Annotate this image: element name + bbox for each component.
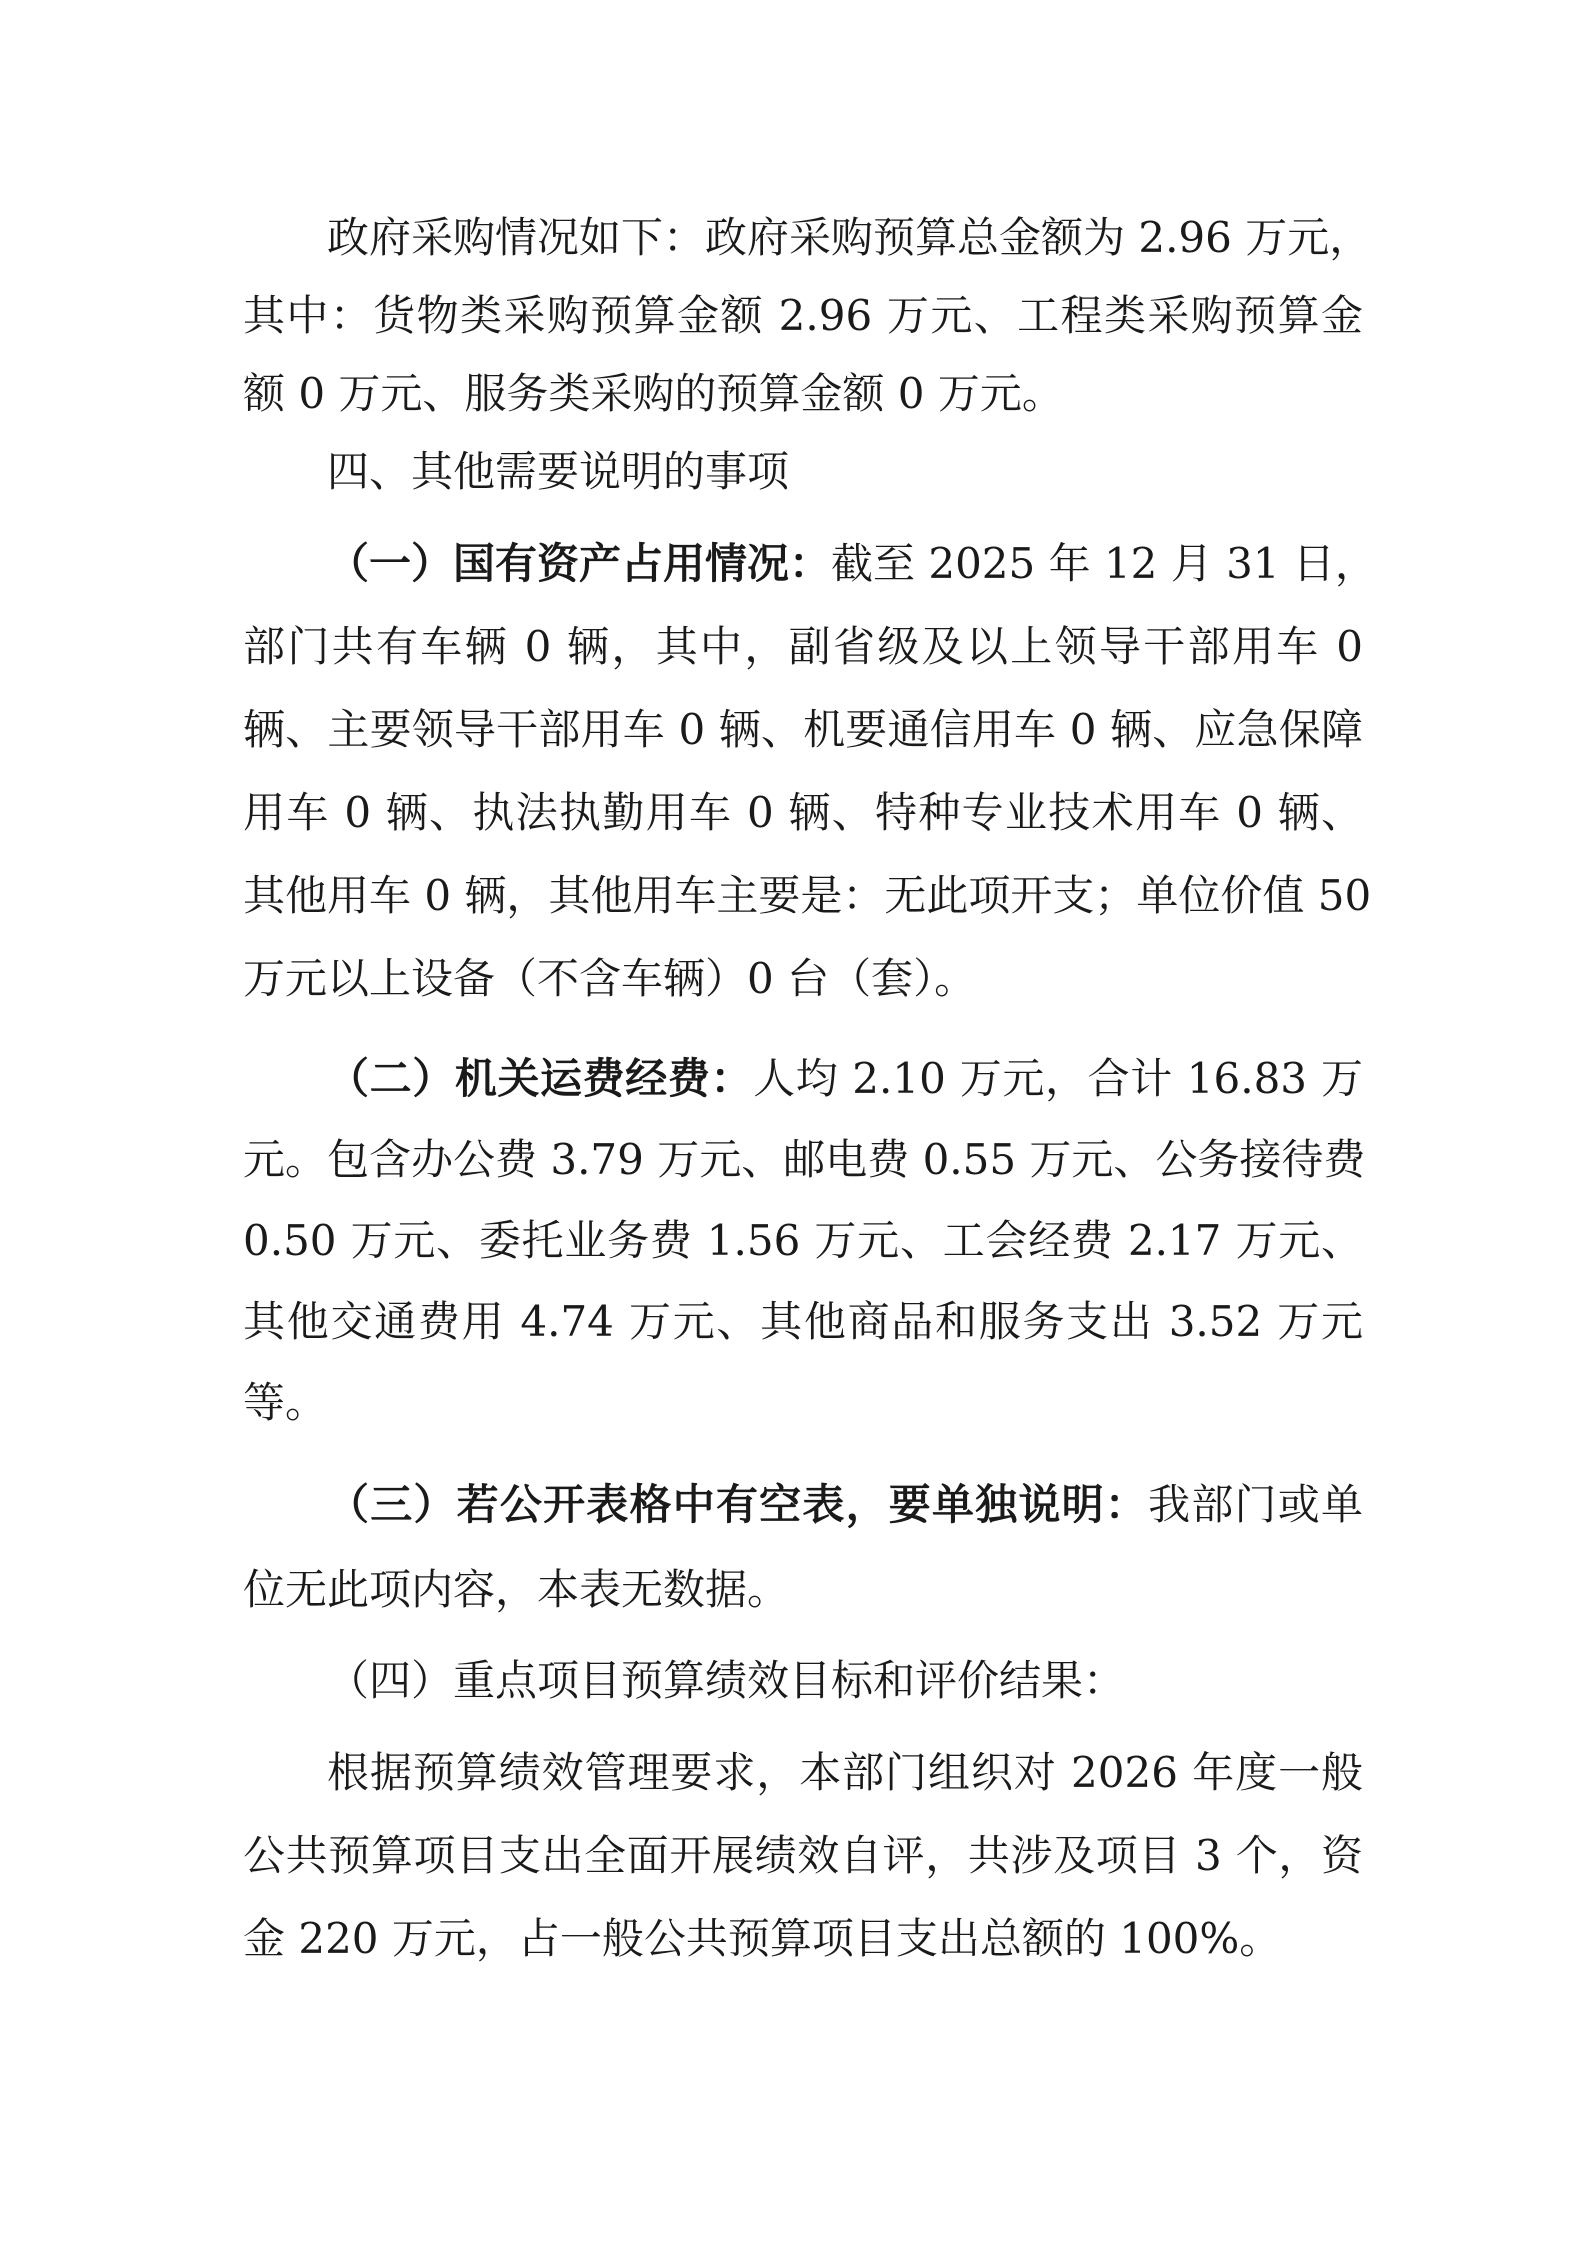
- operating-line-3: 0.50 万元、委托业务费 1.56 万元、工会经费 2.17 万元、: [243, 1216, 1363, 1265]
- procurement-line-1: 政府采购情况如下：政府采购预算总金额为 2.96 万元，: [327, 213, 1372, 262]
- section-heading-other-matters: 四、其他需要说明的事项: [327, 447, 790, 496]
- empty-tables-line-1-text: 我部门或单: [1148, 1480, 1363, 1529]
- assets-line-6: 万元以上设备（不含车辆）0 台（套）。: [243, 954, 977, 1003]
- operating-line-4: 其他交通费用 4.74 万元、其他商品和服务支出 3.52 万元: [243, 1297, 1363, 1346]
- operating-line-1: [327, 1049, 1363, 1109]
- empty-tables-line-1: [327, 1475, 1363, 1535]
- performance-heading: （四）重点项目预算绩效目标和评价结果：: [327, 1656, 1126, 1705]
- procurement-line-2: 其中：货物类采购预算金额 2.96 万元、工程类采购预算金: [243, 291, 1363, 340]
- empty-tables-line-2: 位无此项内容，本表无数据。: [243, 1565, 790, 1614]
- assets-line-1-text: 截至 2025 年 12 月 31 日，: [831, 539, 1377, 588]
- procurement-line-3: 额 0 万元、服务类采购的预算金额 0 万元。: [243, 369, 1064, 418]
- assets-line-1: [327, 534, 1377, 594]
- assets-line-2: 部门共有车辆 0 辆，其中，副省级及以上领导干部用车 0: [243, 622, 1363, 671]
- operating-line-1-text: 人均 2.10 万元，合计 16.83 万: [753, 1054, 1363, 1103]
- assets-line-3: 辆、主要领导干部用车 0 辆、机要通信用车 0 辆、应急保障: [243, 705, 1363, 754]
- performance-line-3: 金 220 万元，占一般公共预算项目支出总额的 100%。: [243, 1914, 1282, 1963]
- operating-line-5: 等。: [243, 1378, 328, 1427]
- empty-tables-label: （三）若公开表格中有空表，要单独说明：: [327, 1480, 1149, 1529]
- assets-label: （一）国有资产占用情况：: [327, 539, 832, 588]
- assets-line-5: 其他用车 0 辆，其他用车主要是：无此项开支；单位价值 50: [243, 871, 1372, 920]
- performance-line-2: 公共预算项目支出全面开展绩效自评，共涉及项目 3 个，资: [243, 1831, 1363, 1880]
- operating-line-2: 元。包含办公费 3.79 万元、邮电费 0.55 万元、公务接待费: [243, 1135, 1366, 1184]
- assets-line-4: 用车 0 辆、执法执勤用车 0 辆、特种专业技术用车 0 辆、: [243, 788, 1363, 837]
- operating-label: （二）机关运费经费：: [327, 1054, 754, 1103]
- performance-line-1: 根据预算绩效管理要求，本部门组织对 2026 年度一般: [327, 1748, 1363, 1797]
